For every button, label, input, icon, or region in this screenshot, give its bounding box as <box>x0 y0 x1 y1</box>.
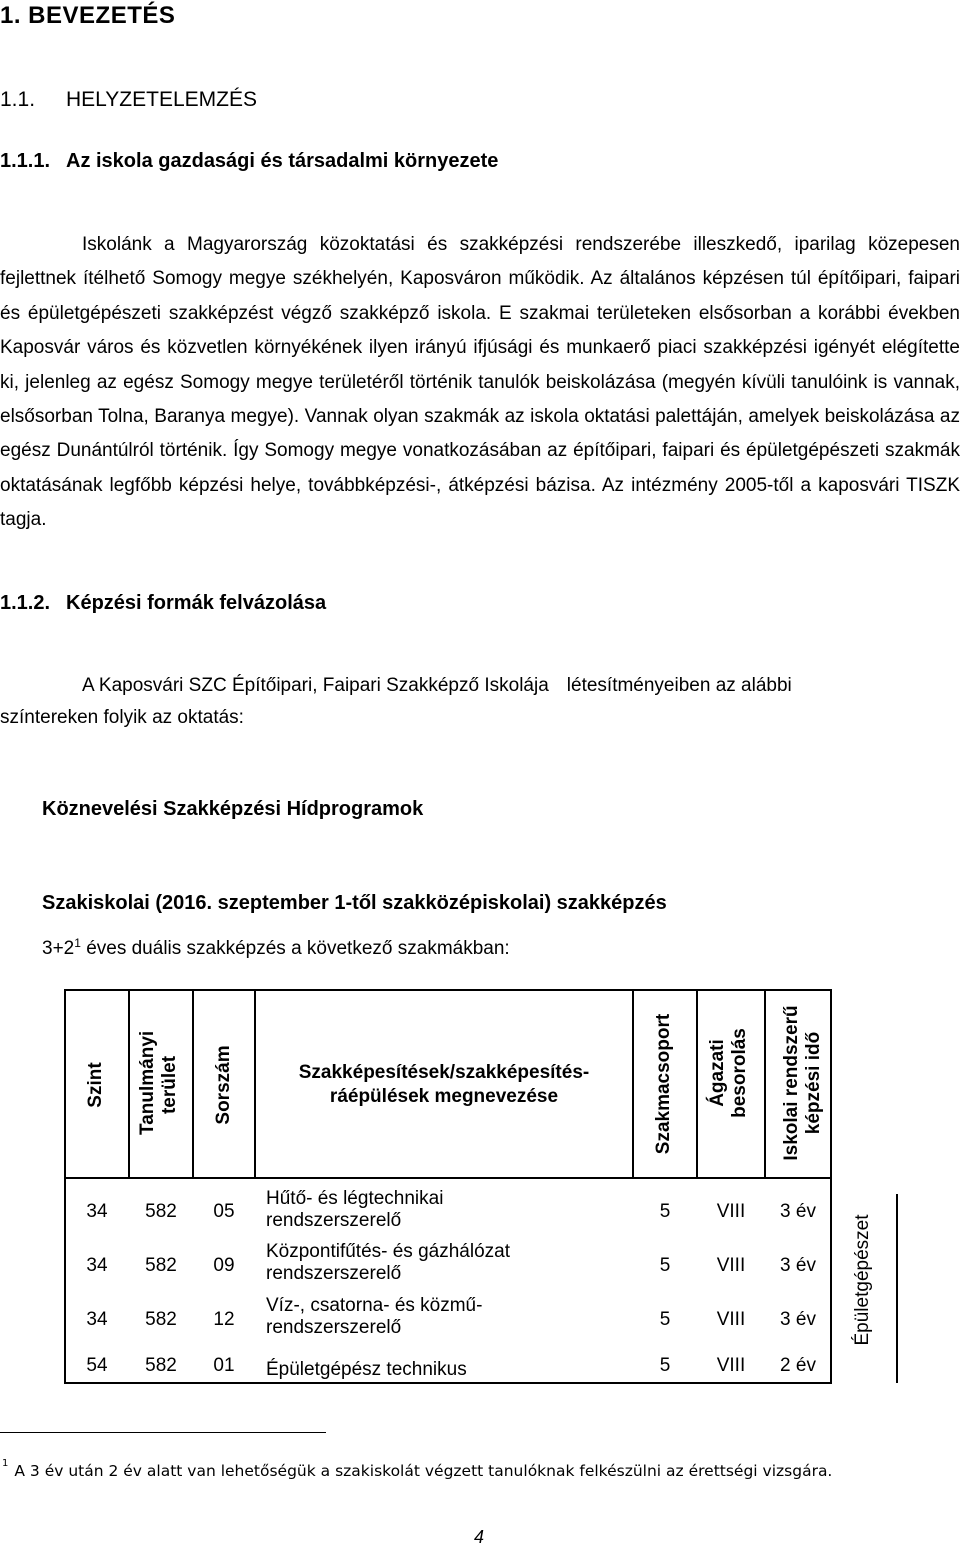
subsection-heading <box>0 150 498 173</box>
qualifications-table <box>64 989 898 1383</box>
dual-training-heading <box>42 938 510 960</box>
cell-szakmacsoport: 5 <box>659 1309 671 1330</box>
paragraph-environment: Iskolánk a Magyarország közoktatási és szakképzési rendszerébe illeszkedő, iparilag közepesen fejlettnek ítélhető Somogy megye székhelyén, Kaposváron működik. Az általános képzésen túl építőipari, faipari és épületgépészeti szakképzést végző szakképző iskola. E szakmai területeken elsősorban a korábbi években Kaposvár város és közvetlen környékének ilyen irányú ifjúsági és munkaerő piaci szakképzési igényét elégítette ki, jelenleg az egész Somogy megye területéről történik tanulók beiskolázása (megyén kívüli tanulóink is vannak, elsősorban Tolna, Baranya megye). Vannak olyan szakmák az iskola oktatási palettáján, amelyek beiskolázása az egész Dunántúlról történik. Így Somogy megye vonatkozásában az építőipari, faipari és épületgépészeti szakmák oktatásának legfőbb képzési helye, továbbképzési-, átképzési bázisa. Az intézmény 2005-től a kaposvári TISZK tagja. <box>0 234 960 531</box>
chapter-heading: 1. BEVEZETÉS <box>0 2 176 29</box>
cell-name: Épületgépész technikus <box>266 1359 467 1380</box>
footnote-mark: 1 <box>2 1458 9 1469</box>
paragraph2-line2: színtereken folyik az oktatás: <box>0 707 244 728</box>
cell-name <box>266 1295 626 1339</box>
header-tanulmanyi-terulet <box>137 1030 185 1135</box>
header-iskolai-line1: Iskolai rendszerű <box>781 1005 802 1161</box>
header-iskolai-line2: képzési idő <box>803 1031 824 1135</box>
header-iskolai-kepzesi-ido <box>781 998 829 1168</box>
section-heading <box>0 88 257 112</box>
vocational-heading: Szakiskolai (2016. szeptember 1-től szakközépiskolai) szakképzés <box>42 892 667 914</box>
cell-sorszam: 12 <box>213 1309 235 1330</box>
cell-name-line2: rendszerszerelő <box>266 1210 402 1231</box>
cell-agazati: VIII <box>716 1201 746 1222</box>
cell-sorszam: 01 <box>213 1355 235 1376</box>
cell-name <box>266 1188 626 1232</box>
cell-szint: 54 <box>86 1355 108 1376</box>
cell-name-line1: Hűtő- és légtechnikai <box>266 1188 444 1209</box>
cell-szint: 34 <box>86 1255 108 1276</box>
header-szint: Szint <box>85 1062 106 1108</box>
cell-ido: 3 év <box>780 1255 816 1276</box>
header-agazati-besorolas <box>707 1013 755 1133</box>
cell-terulet: 582 <box>145 1309 177 1330</box>
header-tanulmanyi-line1: Tanulmányi <box>137 1030 158 1135</box>
cell-terulet: 582 <box>145 1255 177 1276</box>
header-name-line1: Szakképesítések/szakképesítés- <box>298 1062 590 1083</box>
footnote <box>2 1458 833 1480</box>
header-name-line2: ráépülések megnevezése <box>329 1086 559 1107</box>
footnote-text: A 3 év után 2 év alatt van lehetőségük a szakiskolát végzett tanulóknak felkészülni az érettségi vizsgára. <box>14 1462 833 1480</box>
cell-agazati: VIII <box>716 1309 746 1330</box>
cell-szakmacsoport: 5 <box>659 1255 671 1276</box>
cell-name-line2: rendszerszerelő <box>266 1317 402 1338</box>
header-sorszam: Sorszám <box>213 1045 234 1125</box>
cell-ido: 2 év <box>780 1355 816 1376</box>
cell-szint: 34 <box>86 1201 108 1222</box>
paragraph2-line1a: A Kaposvári SZC Építőipari, Faipari Szakképző Iskolája <box>82 675 549 696</box>
cell-szint: 34 <box>86 1309 108 1330</box>
header-tanulmanyi-line2: terület <box>159 1055 180 1115</box>
subsection-number: 1.1.1. <box>0 150 51 172</box>
header-agazati-line2: besorolás <box>729 1028 750 1118</box>
footnote-separator <box>0 1432 326 1433</box>
subsection-title-2: Képzési formák felvázolása <box>66 592 327 614</box>
cell-ido: 3 év <box>780 1309 816 1330</box>
dual-post: éves duális szakképzés a következő szakmákban: <box>80 938 510 959</box>
program-heading: Köznevelési Szakképzési Hídprogramok <box>42 798 424 820</box>
cell-name <box>266 1241 626 1285</box>
cell-agazati: VIII <box>716 1355 746 1376</box>
cell-szakmacsoport: 5 <box>659 1355 671 1376</box>
subsection-heading-2 <box>0 592 326 615</box>
paragraph2-line1b: létesítményeiben az alábbi <box>566 675 792 696</box>
cell-terulet: 582 <box>145 1355 177 1376</box>
cell-name-line1: Víz-, csatorna- és közmű- <box>266 1295 483 1316</box>
cell-szakmacsoport: 5 <box>659 1201 671 1222</box>
cell-name-line2: rendszerszerelő <box>266 1263 402 1284</box>
section-title: HELYZETELEMZÉS <box>66 88 257 111</box>
page-number: 4 <box>474 1527 485 1547</box>
side-label-epuletgepeszet: Épületgépészet <box>852 1214 873 1346</box>
cell-agazati: VIII <box>716 1255 746 1276</box>
header-agazati-line1: Ágazati <box>707 1039 728 1107</box>
dual-pre: 3+2 <box>42 938 75 959</box>
paragraph-training-forms <box>0 670 960 734</box>
subsection-title: Az iskola gazdasági és társadalmi környezete <box>66 150 499 172</box>
section-number: 1.1. <box>0 88 36 111</box>
subsection-number-2: 1.1.2. <box>0 592 51 614</box>
header-szakmacsoport: Szakmacsoport <box>653 1013 674 1155</box>
header-qualification-name <box>256 1061 632 1109</box>
cell-sorszam: 09 <box>213 1255 235 1276</box>
footnote-ref: 1 <box>74 936 81 950</box>
cell-name-line1: Központifűtés- és gázhálózat <box>266 1241 510 1262</box>
cell-terulet: 582 <box>145 1201 177 1222</box>
cell-ido: 3 év <box>780 1201 816 1222</box>
cell-sorszam: 05 <box>213 1201 235 1222</box>
